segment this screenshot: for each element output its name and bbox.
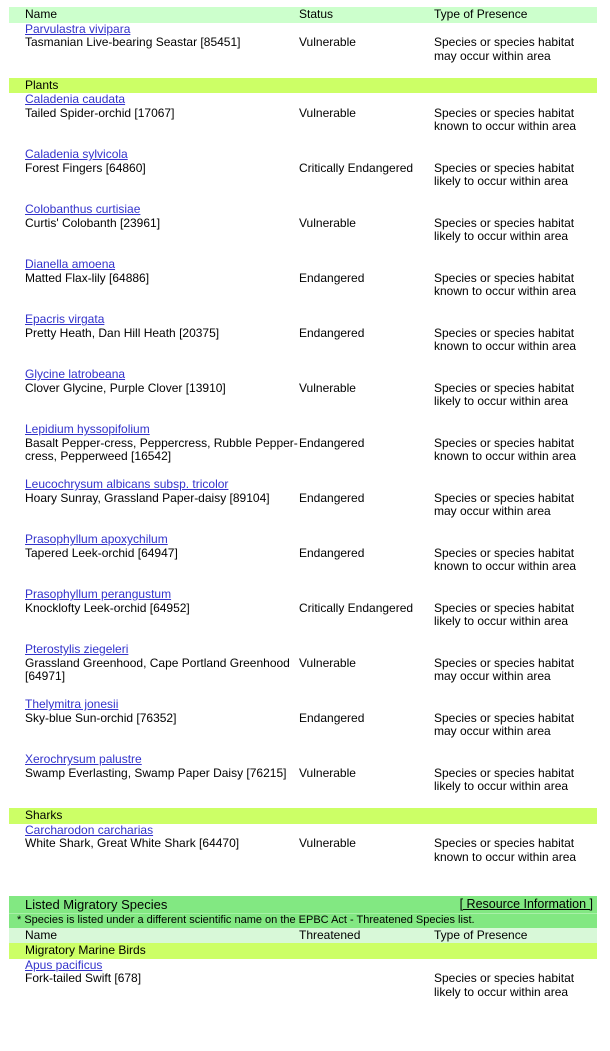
species-scientific-name-link[interactable]: Pterostylis ziegeleri bbox=[25, 642, 129, 656]
column-header-type-of-presence: Type of Presence bbox=[434, 7, 528, 21]
species-name-cell bbox=[9, 753, 299, 780]
species-row bbox=[9, 93, 597, 148]
species-common-name: White Shark, Great White Shark [64470] bbox=[25, 836, 240, 850]
species-status: Endangered bbox=[299, 270, 365, 285]
species-scientific-name-link[interactable]: Epacris virgata bbox=[25, 312, 105, 326]
species-status: Endangered bbox=[299, 490, 365, 505]
species-scientific-name-link[interactable]: Colobanthus curtisiae bbox=[25, 202, 141, 216]
species-scientific-name-link[interactable]: Lepidium hyssopifolium bbox=[25, 422, 150, 436]
species-status: Endangered bbox=[299, 710, 365, 725]
species-row bbox=[9, 203, 597, 258]
species-common-name: Clover Glycine, Purple Clover [13910] bbox=[25, 380, 226, 395]
species-status: Vulnerable bbox=[299, 35, 356, 49]
species-row bbox=[9, 368, 597, 423]
species-common-name: Fork-tailed Swift [678] bbox=[25, 971, 142, 985]
species-presence: Species or species habitat may occur within area bbox=[434, 35, 575, 63]
species-name-cell bbox=[9, 423, 299, 464]
species-common-name: Matted Flax-lily [64886] bbox=[25, 270, 150, 285]
species-common-name: Basalt Pepper-cress, Peppercress, Rubble Pepper-cress, Pepperweed [16542] bbox=[25, 435, 298, 463]
species-presence: Species or species habitat known to occur within area bbox=[434, 270, 577, 298]
species-row bbox=[9, 588, 597, 643]
species-name-cell bbox=[9, 478, 299, 505]
species-status: Endangered bbox=[299, 545, 365, 560]
column-header-name: Name bbox=[25, 927, 58, 942]
species-common-name: Sky-blue Sun-orchid [76352] bbox=[25, 710, 177, 725]
species-row bbox=[9, 533, 597, 588]
species-common-name: Tailed Spider-orchid [17067] bbox=[25, 105, 175, 120]
section-header-label: Sharks bbox=[25, 808, 63, 822]
species-name-cell bbox=[9, 93, 299, 120]
species-scientific-name-link[interactable]: Caladenia sylvicola bbox=[25, 147, 128, 161]
species-scientific-name-link[interactable]: Thelymitra jonesii bbox=[25, 697, 119, 711]
migratory-footnote: * Species is listed under a different scientific name on the EPBC Act - Threatened Species list. bbox=[9, 914, 597, 928]
species-row bbox=[9, 824, 597, 879]
species-status: Critically Endangered bbox=[299, 600, 414, 615]
threatened-table-header bbox=[9, 7, 597, 23]
section-header-label: Plants bbox=[25, 77, 59, 92]
species-common-name: Pretty Heath, Dan Hill Heath [20375] bbox=[25, 325, 220, 340]
species-status: Vulnerable bbox=[299, 836, 356, 850]
species-common-name: Forest Fingers [64860] bbox=[25, 160, 146, 175]
species-name-cell bbox=[9, 368, 299, 395]
species-common-name: Curtis' Colobanth [23961] bbox=[25, 215, 161, 230]
species-common-name: Tapered Leek-orchid [64947] bbox=[25, 545, 178, 560]
species-row bbox=[9, 643, 597, 698]
column-header-name: Name bbox=[25, 7, 58, 21]
species-scientific-name-link[interactable]: Apus pacificus bbox=[25, 957, 103, 972]
section-header bbox=[9, 808, 597, 824]
species-common-name: Grassland Greenhood, Cape Portland Greenhood [64971] bbox=[25, 655, 290, 683]
species-name-cell bbox=[9, 824, 299, 851]
species-presence: Species or species habitat likely to occur within area bbox=[434, 160, 575, 188]
species-scientific-name-link[interactable]: Leucochrysum albicans subsp. tricolor bbox=[25, 477, 229, 491]
species-row bbox=[9, 423, 597, 478]
species-presence: Species or species habitat may occur within area bbox=[434, 655, 575, 683]
species-presence: Species or species habitat known to occur within area bbox=[434, 105, 577, 133]
column-header-threatened: Threatened bbox=[299, 927, 361, 942]
species-status: Vulnerable bbox=[299, 655, 356, 670]
species-presence: Species or species habitat likely to occur within area bbox=[434, 380, 575, 408]
species-presence: Species or species habitat known to occur within area bbox=[434, 325, 577, 353]
species-scientific-name-link[interactable]: Xerochrysum palustre bbox=[25, 752, 142, 766]
species-status: Vulnerable bbox=[299, 765, 356, 780]
column-header-type-of-presence: Type of Presence bbox=[434, 927, 528, 942]
species-common-name: Knocklofty Leek-orchid [64952] bbox=[25, 600, 190, 615]
threatened-species-table bbox=[9, 7, 597, 879]
species-presence: Species or species habitat known to occur within area bbox=[434, 435, 577, 463]
migratory-table-body bbox=[9, 943, 597, 1014]
species-scientific-name-link[interactable]: Prasophyllum apoxychilum bbox=[25, 532, 168, 546]
resource-information-link[interactable]: [ Resource Information ] bbox=[459, 896, 593, 911]
species-scientific-name-link[interactable]: Prasophyllum perangustum bbox=[25, 587, 172, 601]
species-presence: Species or species habitat likely to occur within area bbox=[434, 971, 575, 999]
species-common-name: Hoary Sunray, Grassland Paper-daisy [89104] bbox=[25, 490, 270, 505]
migratory-table-header bbox=[9, 928, 597, 943]
column-header-status: Status bbox=[299, 7, 334, 21]
species-presence: Species or species habitat known to occur within area bbox=[434, 545, 577, 573]
species-status: Vulnerable bbox=[299, 380, 356, 395]
species-presence: Species or species habitat may occur within area bbox=[434, 710, 575, 738]
section-header bbox=[9, 78, 597, 94]
migratory-table-title: Listed Migratory Species bbox=[25, 896, 168, 912]
species-presence: Species or species habitat likely to occur within area bbox=[434, 215, 575, 243]
species-name-cell bbox=[9, 588, 299, 615]
species-row bbox=[9, 258, 597, 313]
species-common-name: Tasmanian Live-bearing Seastar [85451] bbox=[25, 35, 241, 49]
species-row bbox=[9, 478, 597, 533]
species-scientific-name-link[interactable]: Dianella amoena bbox=[25, 257, 116, 271]
species-row bbox=[9, 313, 597, 368]
species-scientific-name-link[interactable]: Glycine latrobeana bbox=[25, 367, 126, 381]
section-header-label: Migratory Marine Birds bbox=[25, 943, 146, 957]
species-name-cell bbox=[9, 148, 299, 175]
species-common-name: Swamp Everlasting, Swamp Paper Daisy [76215] bbox=[25, 765, 287, 780]
species-status: Vulnerable bbox=[299, 215, 356, 230]
species-status bbox=[299, 959, 434, 973]
species-presence: Species or species habitat known to occur within area bbox=[434, 836, 577, 864]
migratory-title-band bbox=[9, 896, 597, 914]
species-status: Endangered bbox=[299, 325, 365, 340]
threatened-table-body bbox=[9, 23, 597, 879]
species-row bbox=[9, 959, 597, 1014]
species-presence: Species or species habitat likely to occur within area bbox=[434, 765, 575, 793]
species-status: Endangered bbox=[299, 435, 365, 450]
species-scientific-name-link[interactable]: Carcharodon carcharias bbox=[25, 822, 154, 837]
species-presence: Species or species habitat may occur within area bbox=[434, 490, 575, 518]
species-name-cell bbox=[9, 313, 299, 340]
species-name-cell bbox=[9, 258, 299, 285]
species-name-cell bbox=[9, 203, 299, 230]
species-scientific-name-link[interactable]: Caladenia caudata bbox=[25, 92, 126, 106]
species-row bbox=[9, 698, 597, 753]
species-name-cell bbox=[9, 698, 299, 725]
migratory-species-table bbox=[9, 896, 597, 1014]
section-header bbox=[9, 943, 597, 959]
species-name-cell bbox=[9, 23, 299, 50]
species-row bbox=[9, 23, 597, 78]
species-name-cell bbox=[9, 643, 299, 684]
species-presence: Species or species habitat likely to occur within area bbox=[434, 600, 575, 628]
species-name-cell bbox=[9, 533, 299, 560]
species-status: Critically Endangered bbox=[299, 160, 414, 175]
species-row bbox=[9, 148, 597, 203]
species-scientific-name-link[interactable]: Parvulastra vivipara bbox=[25, 21, 131, 36]
species-status: Vulnerable bbox=[299, 105, 356, 120]
species-row bbox=[9, 753, 597, 808]
species-name-cell bbox=[9, 959, 299, 986]
